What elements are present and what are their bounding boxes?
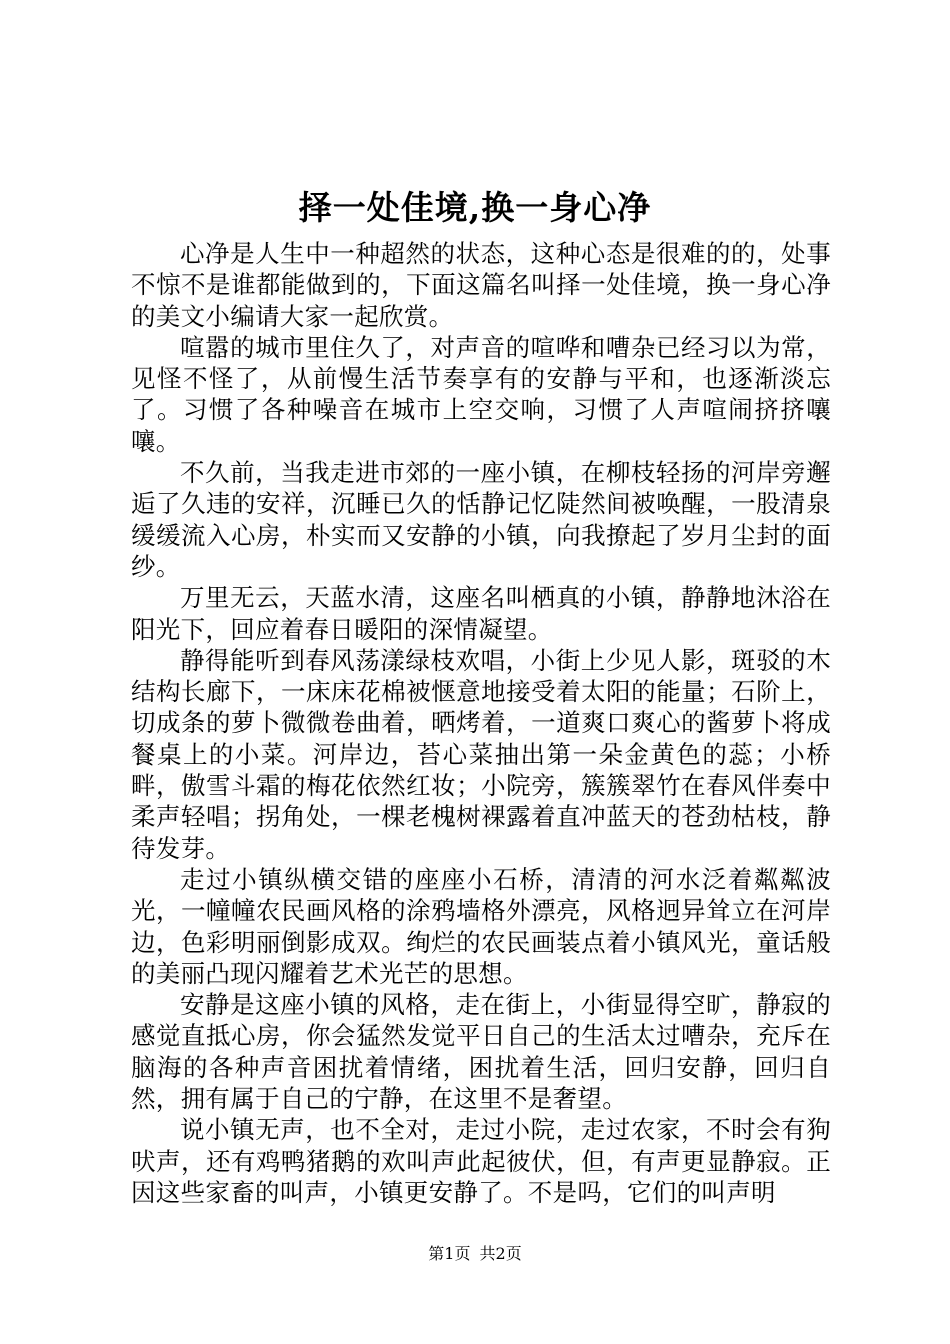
document-title: 择一处佳境,换一身心净 xyxy=(298,188,652,227)
paragraph: 不久前，当我走进市郊的一座小镇，在柳枝轻扬的河岸旁邂逅了久违的安祥，沉睡已久的恬静记忆陡然间被唤醒，一股清泉缓缓流入心房，朴实而又安静的小镇，向我撩起了岁月尘封的面纱。 xyxy=(131,458,831,581)
paragraph: 心净是人生中一种超然的状态，这种心态是很难的的，处事不惊不是谁都能做到的，下面这篇名叫择一处佳境，换一身心净的美文小编请大家一起欣赏。 xyxy=(131,239,831,331)
paragraph: 喧嚣的城市里住久了，对声音的喧哗和嘈杂已经习以为常，见怪不怪了，从前慢生活节奏享有的安静与平和，也逐渐淡忘了。习惯了各种噪音在城市上空交响，习惯了人声喧闹挤挤嚷嚷。 xyxy=(131,332,831,456)
paragraph: 万里无云，天蓝水清，这座名叫栖真的小镇，静静地沐浴在阳光下，回应着春日暖阳的深情凝望。 xyxy=(131,583,831,644)
document-body xyxy=(131,238,831,1208)
paragraph: 静得能听到春风荡漾绿枝欢唱，小街上少见人影，斑驳的木结构长廊下，一床床花棉被惬意地接受着太阳的能量；石阶上，切成条的萝卜微微卷曲着，晒烤着，一道爽口爽心的酱萝卜将成餐桌上的小菜。河岸边，苔心菜抽出第一朵金黄色的蕊；小桥畔，傲雪斗霜的梅花依然红妆；小院旁，簇簇翠竹在春风伴奏中柔声轻唱；拐角处，一棵老槐树裸露着直冲蓝天的苍劲枯枝，静待发芽。 xyxy=(131,645,831,863)
paragraph: 安静是这座小镇的风格，走在街上，小街显得空旷，静寂的感觉直抵心房，你会猛然发觉平日自己的生活太过嘈杂，充斥在脑海的各种声音困扰着情绪，困扰着生活，回归安静，回归自然，拥有属于自己的宁静，在这里不是奢望。 xyxy=(131,990,831,1114)
paragraph: 走过小镇纵横交错的座座小石桥，清清的河水泛着粼粼波光，一幢幢农民画风格的涂鸦墙格外漂亮，风格迥异耸立在河岸边，色彩明丽倒影成双。绚烂的农民画装点着小镇风光，童话般的美丽凸现闪耀着艺术光芒的思想。 xyxy=(131,864,831,988)
paragraph: 说小镇无声，也不全对，走过小院，走过农家，不时会有狗吠声，还有鸡鸭猪鹅的欢叫声此起彼伏，但，有声更显静寂。正因这些家畜的叫声，小镇更安静了。不是吗，它们的叫声明 xyxy=(131,1115,831,1207)
page-number-footer: 第1页 共2页 xyxy=(428,1244,522,1263)
